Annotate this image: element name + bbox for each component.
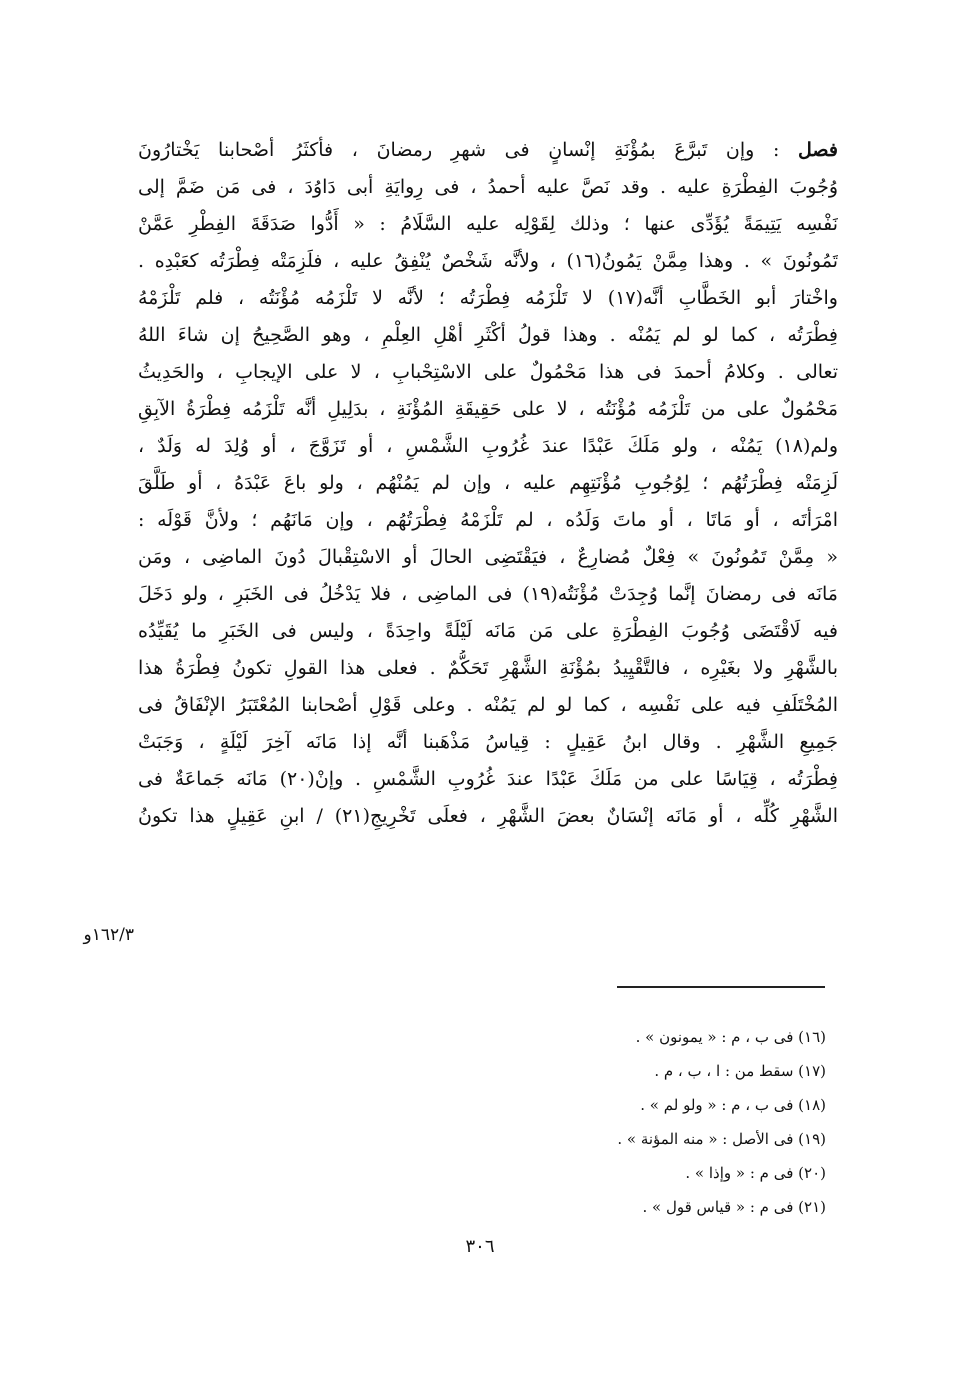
text-line-4: تَمُونُونَ » . وهذا مِمَّنْ يَمُونُ(١٦) ، ولأنَّه شَخْصٌ يُنْفِقُ عليه ، فلَزِمَتْه فِطْرَتُه كعَبْدِه . (138, 250, 838, 272)
text-line-14: فيه لَاقْتَضَى وُجُوبَ الفِطْرَةِ على مَن مَانَه لَيْلَةً واحِدَةً ، وليس فى الخَبَرِ ما يُقَيِّدُه (138, 620, 838, 642)
text-line-18: فِطْرَتُه ، قِيَاسًا على من مَلَكَ عَبْدًا عندَ غُرُوبِ الشَّمْسِ . وإنْ(٢٠) مَانَه جَماعَةٌ فى (138, 768, 838, 790)
text-line-6: فِطْرَتُه ، كما لو لم يَمُنْه . وهذا قولُ أكْثَرِ أهْلِ العِلْمِ ، وهو الصَّحِيحُ إن شاءَ اللهُ (138, 324, 838, 346)
text-line-11: امْرَأتَه ، أو مَاتَا ، أو ماتَ وَلَدُه ، لم تَلْزَمْهُ فِطْرَتُهُم ، وإن مَانَهُم ؛ ولأنَّ قَوْلَه : (138, 509, 838, 531)
text-line-15: بالشَّهْرِ ولا بغَيْرِه ، فالتَّقْيِيدُ بمُؤْنَةِ الشَّهْرِ تَحَكُّمٌ . فعلى هذا القولِ تكونُ فِطْرَةُ هذا (138, 657, 838, 679)
footnote-17: (١٧) سقط من : ا ، ب ، م . (654, 1062, 826, 1080)
text-line-7: تعالى . وكلامُ أحمدَ فى هذا مَحْمُولٌ على الاسْتِحْبابِ ، لا على الإيجابِ ، والحَدِيثُ (138, 361, 838, 383)
text-line-3: نَفْسِه يَتِيمَةً يُؤَدِّى عنها ؛ وذلك لِقَوْلِه عليه السَّلَامُ : « أَدُّوا صَدَقَةَ الفِطْرِ عَمَّنْ (138, 213, 838, 235)
text-line-16: المُخْتَلَفِ فيه على نَفْسِه ، كما لو لم يَمُنْه . وعلى قَوْلِ أصْحابنا المُعْتَبَرُ الإنْفَاقُ فى (138, 694, 838, 716)
text-line-13: مَانَه فى رمضانَ إنَّما وُجِدَتْ مُؤْنَتُه(١٩) فى الماضِى ، فلا يَدْخُلُ فى الخَبَرِ ، ولو دَخَلَ (138, 583, 838, 605)
text-line-8: مَحْمُولٌ على من تَلْزَمُه مُؤْنَتُه ، لا على حَقِيقَةِ المُؤْنَةِ ، بدَلِيلِ أنَّه تَلْزَمُه فِطْرَةُ الآبِقِ (138, 398, 838, 420)
page-number: ٣٠٦ (465, 1236, 495, 1257)
footnote-16: (١٦) فى ب ، م : « يمونون » . (635, 1028, 826, 1046)
footnotes-block (560, 1020, 826, 1224)
footnote-19: (١٩) فى الأصل : « منه المؤنة » . (617, 1130, 826, 1148)
footnote-separator (617, 986, 825, 988)
footnote-21: (٢١) فى م : « قياس قول » . (642, 1198, 826, 1216)
text-line-19: الشَّهْرِ كُلِّه ، أو مَانَه إنْسَانٌ بعضَ الشَّهْرِ ، فعلَى تَخْرِيجِ(٢١) / ابنِ عَقِيلٍ هذا تكونُ (138, 805, 838, 827)
text-line-2: وُجُوبَ الفِطْرَةِ عليه . وقد نَصَّ عليه أحمدُ ، فى رِوايَةِ أبى دَاوُدَ ، فى مَن ضَمَّ إلى (138, 176, 838, 198)
text-line-12: « مِمَّنْ تَمُونُونَ » فِعْلٌ مُضارِعٌ ، فيَقْتَضِى الحالَ أو الاسْتِقْبالَ دُونَ الماضِى ، ومَن (138, 546, 838, 568)
first-line-text: : وإن تَبرَّعَ بمُؤْنَةِ إنْسانٍ فى شهرِ رمضانَ ، فأكثَرُ أصْحابنا يَخْتارُونَ (138, 139, 780, 161)
section-heading-word: فصل (798, 139, 838, 161)
main-text-block (138, 132, 838, 835)
text-line-9: ولم(١٨) يَمُنْه ، ولو مَلَكَ عَبْدًا عندَ غُرُوبِ الشَّمْسِ ، أو تَزَوَّجَ ، أو وُلِدَ له وَلَدٌ ، (138, 435, 838, 457)
text-line-17: جَمِيعِ الشَّهْرِ . وقال ابنُ عَقِيلٍ : قِياسُ مَذْهَبنا أنَّه إذا مَانَه آخِرَ لَيْلَةٍ ، وَجَبَتْ (138, 731, 838, 753)
footnote-18: (١٨) فى ب ، م : « ولو لم » . (640, 1096, 826, 1114)
text-line-1 (138, 132, 838, 169)
text-line-10: لَزِمَتْه فِطْرَتُهُم ؛ لِوُجُوبِ مُؤْنَتِهِم عليه ، وإن لم يَمُنْهُم ، ولو باعَ عَبْدَهُ ، أو طَلَّقَ (138, 472, 838, 494)
text-line-5: واخْتارَ أبو الخَطَّابِ أنَّه(١٧) لا تَلْزَمُه فِطْرَتُه ؛ لأنَّه لا تَلْزَمُه مُؤْنَتُه ، فلم تَلْزَمْهُ (138, 287, 838, 309)
footnote-20: (٢٠) فى م : « وإذا » . (685, 1164, 826, 1182)
manuscript-folio-reference: ١٦٢/٣و (83, 925, 134, 945)
